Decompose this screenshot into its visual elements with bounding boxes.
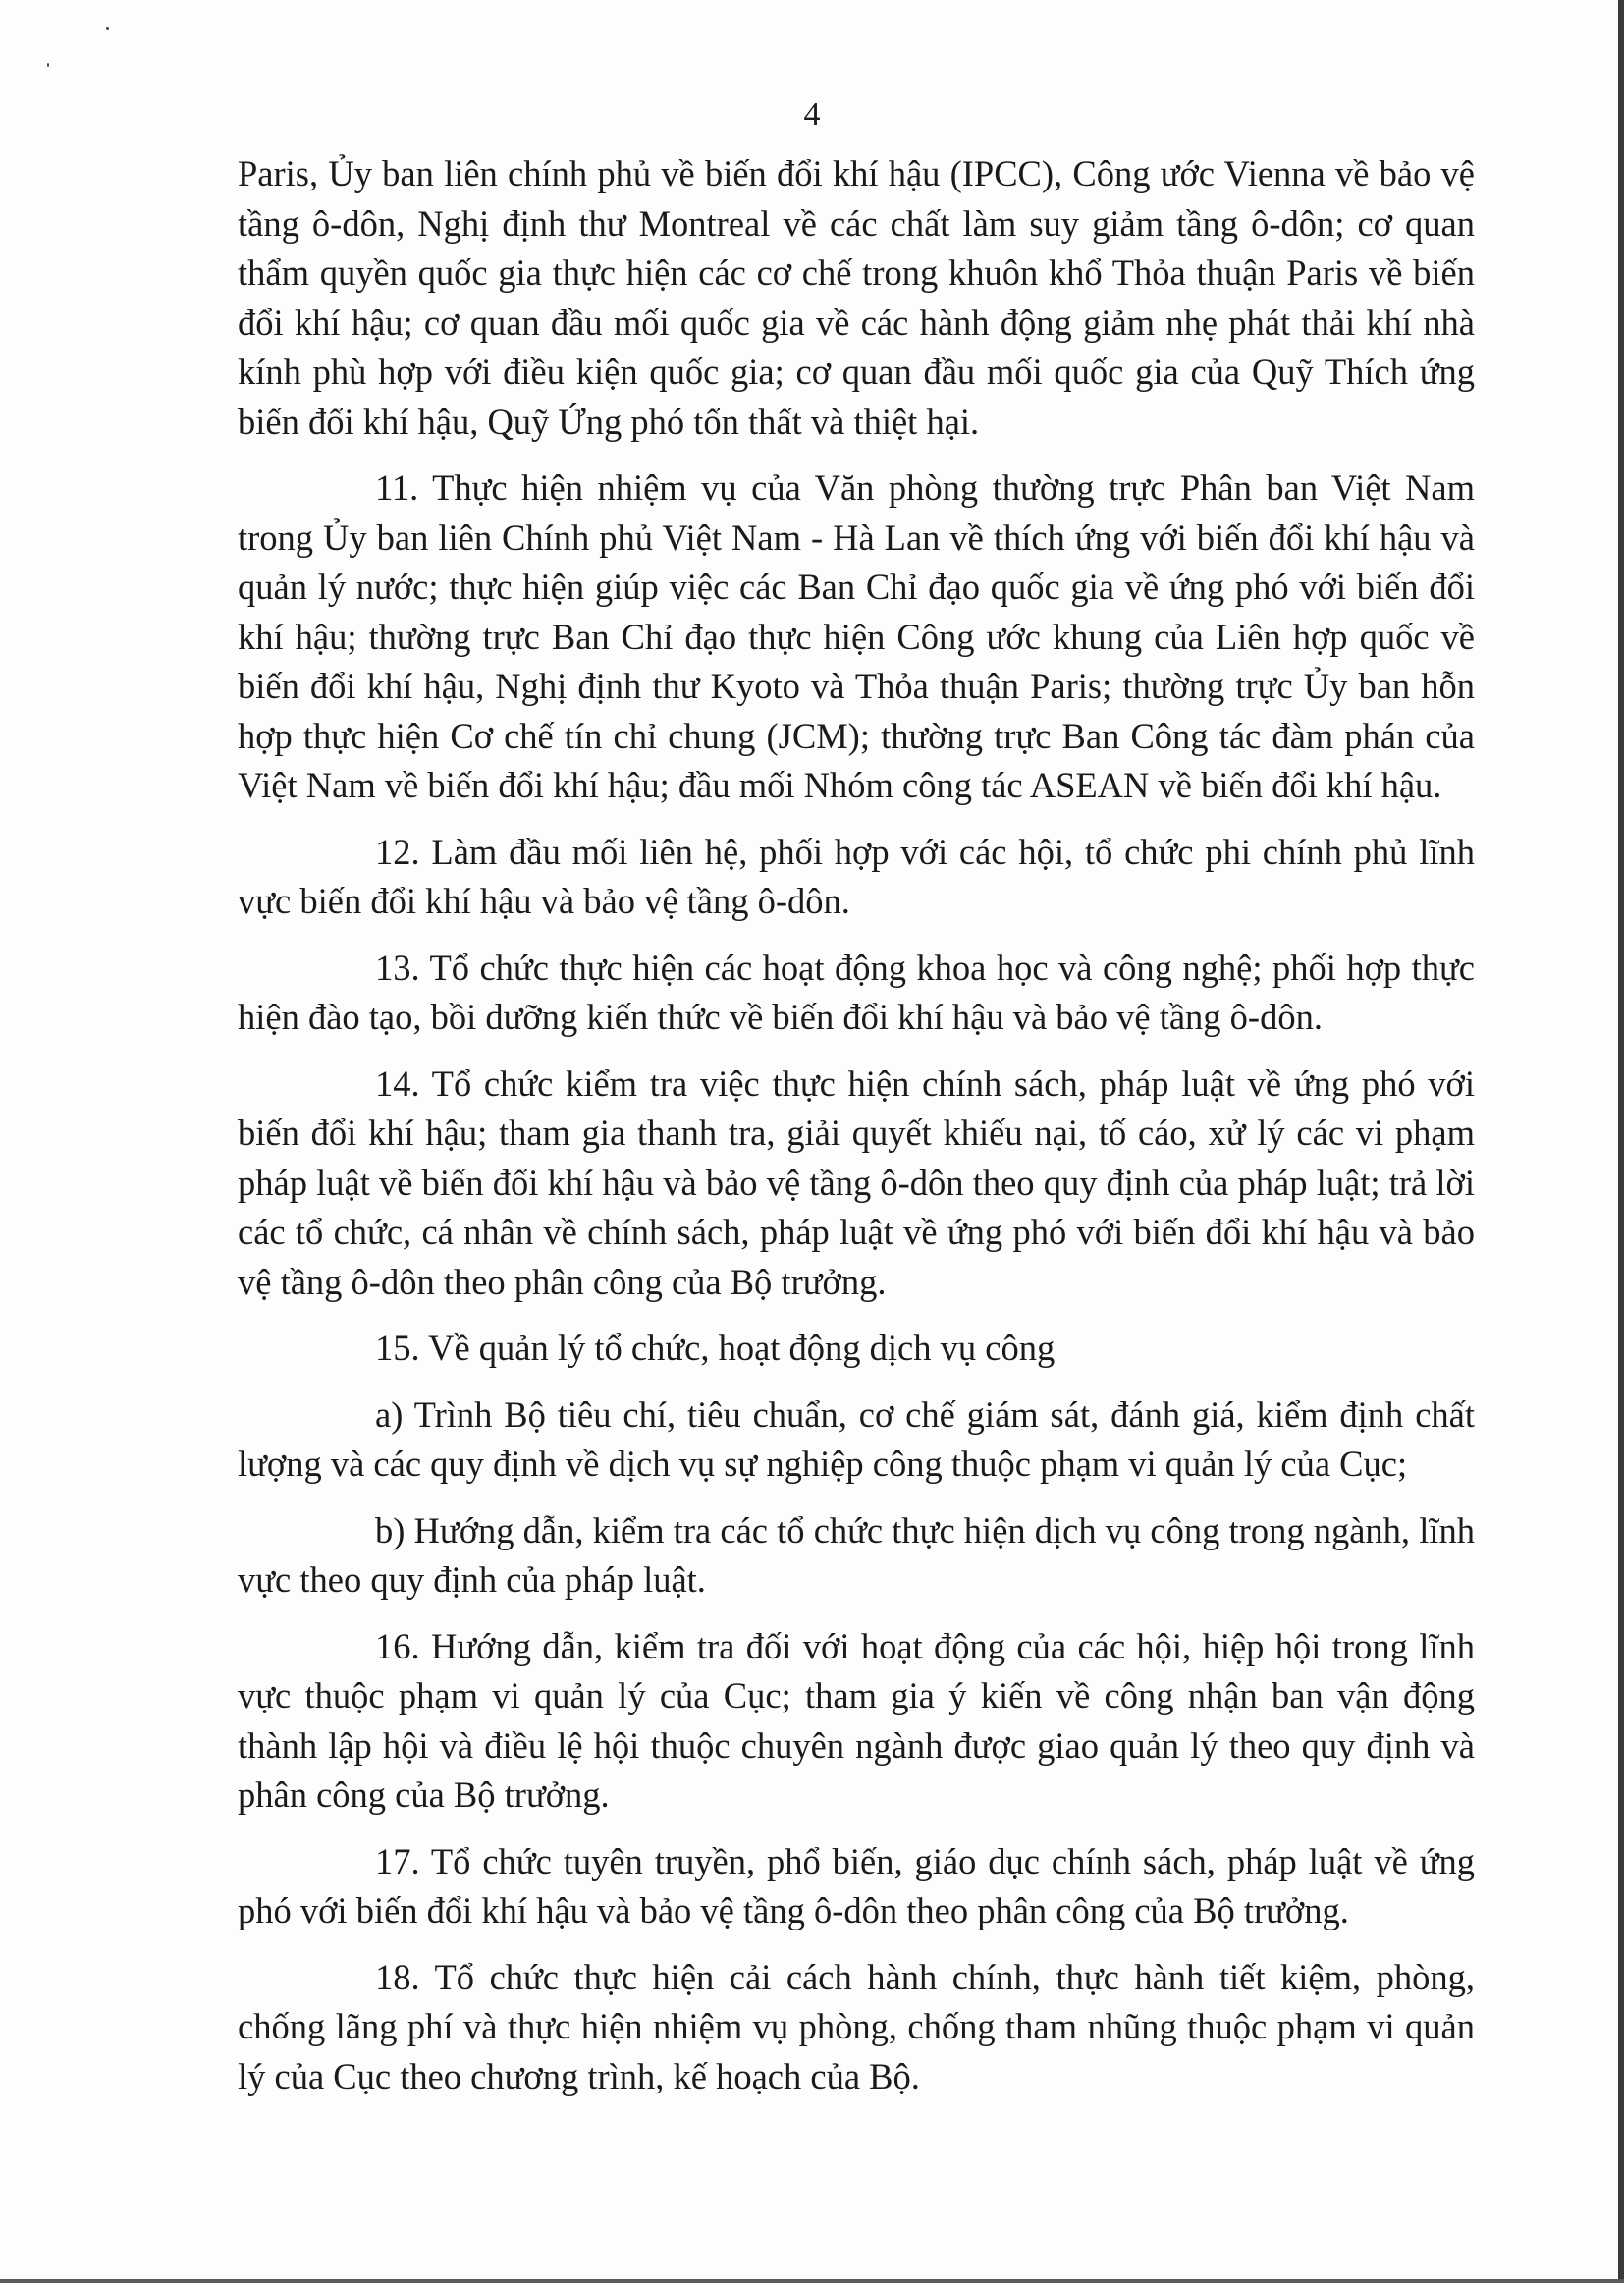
scan-speck <box>106 27 109 30</box>
document-body <box>238 149 1475 2118</box>
paragraph-continuation: Paris, Ủy ban liên chính phủ về biến đổi khí hậu (IPCC), Công ước Vienna về bảo vệ tầng ô-dôn, Nghị định thư Montreal về các chất làm suy giảm tầng ô-dôn; cơ quan thẩm quyền quốc gia thực hiện các cơ chế trong khuôn khổ Thỏa thuận Paris về biến đổi khí hậu; cơ quan đầu mối quốc gia về các hành động giảm nhẹ phát thải khí nhà kính phù hợp với điều kiện quốc gia; cơ quan đầu mối quốc gia của Quỹ Thích ứng biến đổi khí hậu, Quỹ Ứng phó tổn thất và thiệt hại. <box>238 153 1475 442</box>
paragraph-item-17: 17. Tổ chức tuyên truyền, phổ biến, giáo dục chính sách, pháp luật về ứng phó với biến đổi khí hậu và bảo vệ tầng ô-dôn theo phân công của Bộ trưởng. <box>238 1840 1475 1930</box>
paragraph-item-15: 15. Về quản lý tổ chức, hoạt động dịch vụ công <box>375 1328 1056 1368</box>
paragraph-item-15a: a) Trình Bộ tiêu chí, tiêu chuẩn, cơ chế giám sát, đánh giá, kiểm định chất lượng và các quy định về dịch vụ sự nghiệp công thuộc phạm vi quản lý của Cục; <box>238 1393 1475 1484</box>
paragraph-item-14: 14. Tổ chức kiểm tra việc thực hiện chính sách, pháp luật về ứng phó với biến đổi khí hậu; tham gia thanh tra, giải quyết khiếu nại, tố cáo, xử lý các vi phạm pháp luật về biến đổi khí hậu và bảo vệ tầng ô-dôn theo quy định của pháp luật; trả lời các tổ chức, cá nhân về chính sách, pháp luật về ứng phó với biến đổi khí hậu và bảo vệ tầng ô-dôn theo phân công của Bộ trưởng. <box>238 1062 1475 1302</box>
page-number: 4 <box>803 96 821 133</box>
paragraph-item-15b: b) Hướng dẫn, kiểm tra các tổ chức thực hiện dịch vụ công trong ngành, lĩnh vực theo quy định của pháp luật. <box>238 1509 1475 1600</box>
scan-speck <box>47 63 49 67</box>
paragraph-item-11: 11. Thực hiện nhiệm vụ của Văn phòng thường trực Phân ban Việt Nam trong Ủy ban liên Chính phủ Việt Nam - Hà Lan về thích ứng với biến đổi khí hậu và quản lý nước; thực hiện giúp việc các Ban Chỉ đạo quốc gia về ứng phó với biến đổi khí hậu; thường trực Ban Chỉ đạo thực hiện Công ước khung của Liên hợp quốc về biến đổi khí hậu, Nghị định thư Kyoto và Thỏa thuận Paris; thường trực Ủy ban hỗn hợp thực hiện Cơ chế tín chỉ chung (JCM); thường trực Ban Công tác đàm phán của Việt Nam về biến đổi khí hậu; đầu mối Nhóm công tác ASEAN về biến đổi khí hậu. <box>238 467 1475 805</box>
paragraph-item-12: 12. Làm đầu mối liên hệ, phối hợp với các hội, tổ chức phi chính phủ lĩnh vực biến đổi khí hậu và bảo vệ tầng ô-dôn. <box>238 831 1475 921</box>
scan-edge-bottom <box>0 2279 1624 2283</box>
scan-edge-right <box>1618 0 1624 2283</box>
paragraph-item-13: 13. Tổ chức thực hiện các hoạt động khoa học và công nghệ; phối hợp thực hiện đào tạo, bồi dưỡng kiến thức về biến đổi khí hậu và bảo vệ tầng ô-dôn. <box>238 947 1475 1037</box>
paragraph-item-18: 18. Tổ chức thực hiện cải cách hành chính, thực hành tiết kiệm, phòng, chống lãng phí và thực hiện nhiệm vụ phòng, chống tham nhũng thuộc phạm vi quản lý của Cục theo chương trình, kế hoạch của Bộ. <box>238 1956 1475 2096</box>
paragraph-item-16: 16. Hướng dẫn, kiểm tra đối với hoạt động của các hội, hiệp hội trong lĩnh vực thuộc phạm vi quản lý của Cục; tham gia ý kiến về công nhận ban vận động thành lập hội và điều lệ hội thuộc chuyên ngành được giao quản lý theo quy định và phân công của Bộ trưởng. <box>238 1625 1475 1815</box>
